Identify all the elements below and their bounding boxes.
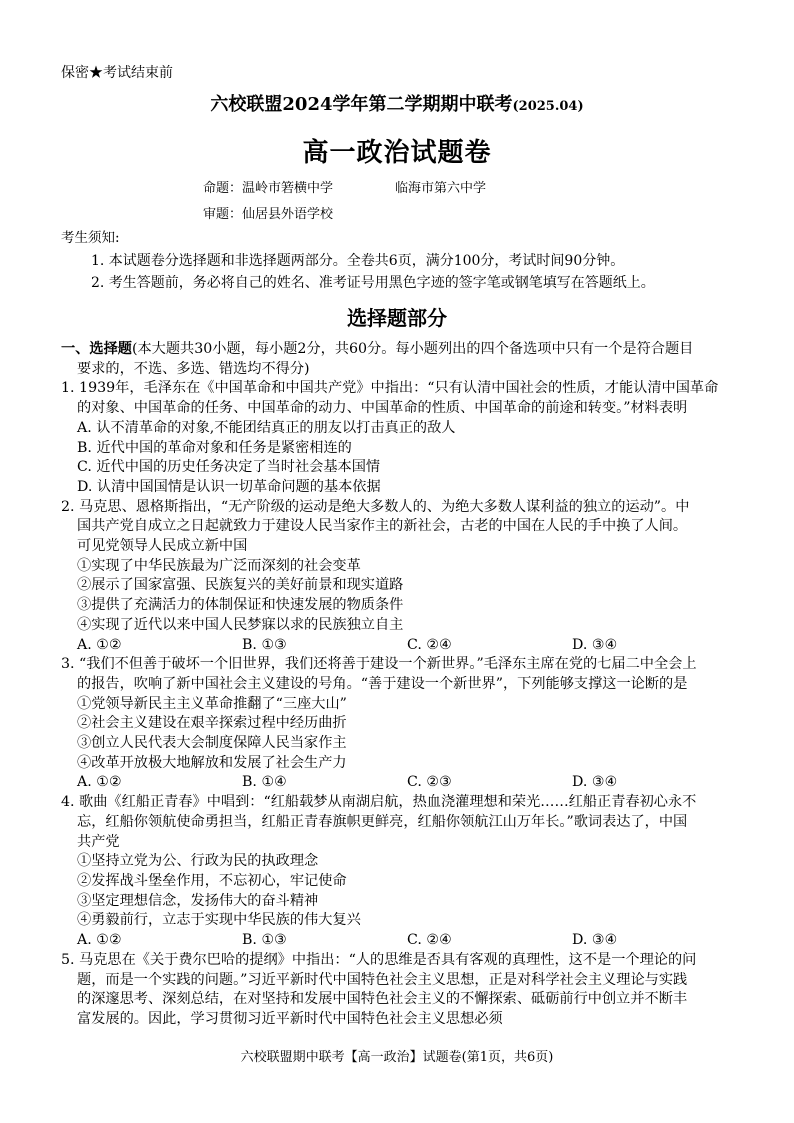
q4-statement-4: ④勇毅前行，立志于实现中华民族的伟大复兴 (77, 912, 361, 929)
q1-option-c: C. 近代中国的历史任务决定了当时社会基本国情 (77, 459, 381, 476)
q3-option-c: C. ②③ (407, 774, 452, 791)
q1-stem-2: 的对象、中国革命的任务、中国革命的动力、中国革命的性质、中国革命的前途和转变。”材料表明 (77, 400, 688, 417)
exam-title (0, 90, 794, 116)
q4-statement-2: ②发挥战斗堡垒作用，不忘初心，牢记使命 (77, 872, 347, 889)
q4-stem-3: 共产党 (77, 833, 120, 850)
q4-statement-1: ①坚持立党为公、行政为民的执政理念 (77, 853, 319, 870)
questions-body (61, 340, 737, 1030)
q4-option-d: D. ③④ (572, 932, 618, 949)
author-school-2: 临海市第六中学 (395, 181, 487, 196)
q2-stem-2: 国共产党自成立之日起就致力于建设人民当家作主的新社会，古老的中国在人民的手中换了人间。 (77, 518, 688, 535)
page-footer: 六校联盟期中联考【高一政治】试题卷(第1页，共6页) (240, 1050, 554, 1065)
q2-statement-3: ③提供了充满活力的体制保证和快速发展的物质条件 (77, 597, 404, 614)
q4-options (61, 931, 737, 951)
q3-statement-4: ④改革开放极大地解放和发展了社会生产力 (77, 754, 347, 771)
q4-option-b: B. ①③ (242, 932, 287, 949)
exam-date: (2025.04) (512, 99, 584, 114)
q4-stem-1: 4. 歌曲《红船正青春》中唱到：“红船载梦从南湖启航，热血浇灌理想和荣光……红船正青春初心永不 (61, 794, 697, 811)
q3-option-a: A. ①② (77, 774, 122, 791)
q2-option-c: C. ②④ (407, 636, 452, 653)
q4-stem-2: 忘，红船你领航使命勇担当，红船正青春旗帜更鲜亮，红船你领航江山万年长。”歌词表达了，中国 (77, 813, 688, 830)
q3-statement-2: ②社会主义建设在艰辛探索过程中经历曲折 (77, 715, 347, 732)
q2-statement-4: ④实现了近代以来中国人民梦寐以求的民族独立自主 (77, 616, 404, 633)
q2-option-b: B. ①③ (242, 636, 287, 653)
q3-option-d: D. ③④ (572, 774, 618, 791)
q4-option-c: C. ②④ (407, 932, 452, 949)
q2-statement-1: ①实现了中华民族最为广泛而深刻的社会变革 (77, 557, 361, 574)
q3-statement-3: ③创立人民代表大会制度保障人民当家作主 (77, 735, 347, 752)
q4-option-a: A. ①② (77, 932, 122, 949)
q2-option-d: D. ③④ (572, 636, 618, 653)
paper-title: 高一政治试题卷 (302, 138, 492, 168)
q3-statement-1: ①党领导新民主主义革命推翻了“三座大山” (77, 695, 347, 712)
q3-option-b: B. ①④ (242, 774, 287, 791)
q2-statement-2: ②展示了国家富强、民族复兴的美好前景和现实道路 (77, 577, 404, 594)
reviewer: 审题：仙居县外语学校 (203, 207, 334, 222)
q1-option-a: A. 认不清革命的对象,不能团结真正的朋友以打击真正的敌人 (77, 419, 456, 436)
notice-item-1: 1. 本试题卷分选择题和非选择题两部分。全卷共6页，满分100分，考试时间90分钟。 (91, 253, 625, 269)
confidential-label: 保密★考试结束前 (61, 65, 173, 81)
q2-option-a: A. ①② (77, 636, 122, 653)
q1-option-b: B. 近代中国的革命对象和任务是紧密相连的 (77, 439, 352, 456)
q1-stem-1: 1. 1939年，毛泽东在《中国革命和中国共产党》中指出：“只有认清中国社会的性质，才能认清中国革命 (61, 380, 719, 397)
notice-item-2: 2. 考生答题前，务必将自己的姓名、准考证号用黑色字迹的签字笔或钢笔填写在答题纸上。 (91, 275, 655, 291)
q5-stem-2: 题，而是一个实践的问题。”习近平新时代中国特色社会主义思想，正是对科学社会主义理论与实践 (77, 971, 688, 988)
q5-stem-4: 富发展的。因此，学习贯彻习近平新时代中国特色社会主义思想必须 (77, 1010, 503, 1027)
part-heading: 一、选择题(本大题共30小题，每小题2分，共60分。每小题列出的四个备选项中只有一个是符合题目 (61, 341, 694, 357)
section-title: 选择题部分 (347, 306, 447, 330)
q5-stem-1: 5. 马克思在《关于费尔巴哈的提纲》中指出：“人的思维是否具有客观的真理性，这不是一个理论的问 (61, 951, 697, 968)
q2-options (61, 636, 737, 656)
q1-option-d: D. 认清中国国情是认识一切革命问题的基本依据 (77, 478, 381, 495)
q3-stem-2: 的报告，吹响了新中国社会主义建设的号角。“善于建设一个新世界”，下列能够支撑这一论断的是 (77, 675, 688, 692)
q4-statement-3: ③坚定理想信念，发扬伟大的奋斗精神 (77, 892, 319, 909)
q5-stem-3: 的深邃思考、深刻总结，在对坚持和发展中国特色社会主义的不懈探索、砥砺前行中创立并不断丰 (77, 991, 688, 1008)
q3-options (61, 773, 737, 793)
notice-heading: 考生须知: (61, 230, 120, 246)
author-school-1: 命题：温岭市箬横中学 (203, 181, 334, 196)
q3-stem-1: 3. “我们不但善于破坏一个旧世界，我们还将善于建设一个新世界。”毛泽东主席在党的七届二中全会上 (61, 656, 697, 673)
exam-title-main: 六校联盟2024学年第二学期期中联考 (210, 94, 513, 115)
q2-stem-3: 可见党领导人民成立新中国 (77, 538, 248, 555)
authors-block (203, 176, 486, 228)
q2-stem-1: 2. 马克思、恩格斯指出，“无产阶级的运动是绝大多数人的、为绝大多数人谋利益的独立的运动”。中 (61, 498, 690, 515)
part-heading-cont: 要求的，不选、多选、错选均不得分) (77, 360, 310, 377)
